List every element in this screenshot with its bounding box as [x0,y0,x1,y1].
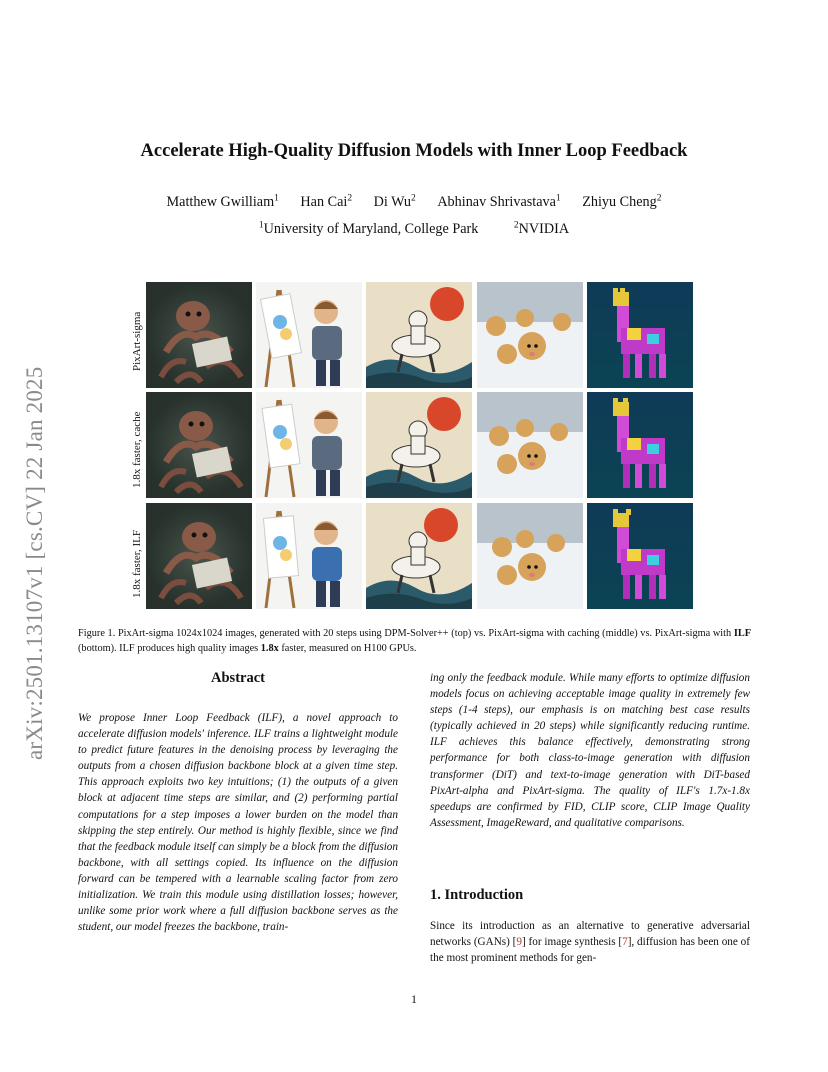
page-number: 1 [411,992,417,1006]
pixel-llama-image [587,392,693,498]
caption-text: faster, measured on H100 GPUs. [278,643,417,654]
astronaut-horse-image [366,282,472,388]
octopus-image [146,503,252,609]
author-name: Han Cai [300,193,348,210]
abstract-text-left: We propose Inner Loop Feedback (ILF), a novel approach to accelerate diffusion models' inference. ILF trains a lightweight module to predict future features in the denoising process by leveraging the outputs from a chosen diffusion backbone block at a given time step. This approach exploits two key intuitions; (1) the outputs of a given block at adjacent time steps are similar, and (2) performing partial computations for a step imposes a lower burden on the model than skipping the step entirely. Our method is highly flexible, since we find that the feedback module itself can simply be a block from the diffusion backbone, with all settings copied. Its influence on the diffusion forward can be tempered with a learnable scaling factor from zero initialization. We train this module using distillation losses; however, unlike some prior work where a full diffusion backbone serves as the student, our model freezes the backbone, train- [78,712,398,934]
caption-bold: 1.8x [260,643,279,654]
citation-link[interactable]: 7 [622,936,628,949]
affiliation-mark: 1 [258,220,264,230]
author [437,194,560,210]
affiliation [514,221,569,237]
intro-text: ], diffusion has been one of the most prominent methods for gen- [430,936,750,965]
author [374,194,416,210]
pixel-llama-image [587,503,693,609]
puppies-snow-image [477,392,583,498]
author-name: Abhinav Shrivastava [437,193,556,210]
affiliation-list [0,220,828,238]
child-painting-image [256,282,362,388]
caption-bold: ILF [733,628,751,639]
author [582,194,661,210]
affiliation-name: University of Maryland, College Park [263,220,479,237]
figure-caption [78,626,751,656]
author-name: Matthew Gwilliam [166,193,275,210]
abstract-text-right: ing only the feedback module. While many efforts to optimize diffusion models focus on achieving acceptable image quality in extremely few steps (1-4 steps), our emphasis is on matching best case results (typically achieved in 20 steps) while significantly reducing runtime. ILF achieves this balance effectively, demonstrating strong performance for both class-to-image generation with diffusion transformer (DiT) and text-to-image generation with DiT-based PixArt-alpha and PixArt-sigma. The quality of ILF's 1.7x-1.8x speedups are confirmed by FID, CLIP score, CLIP Image Quality Assessment, ImageReward, and qualitative comparisons. [430,672,750,829]
author-affil-mark: 1 [555,193,561,203]
puppies-snow-image [477,503,583,609]
section-heading-introduction: 1. Introduction [430,887,524,903]
author [300,194,352,210]
paper-title: Accelerate High-Quality Diffusion Models with Inner Loop Feedback [140,141,688,161]
pixel-llama-image [587,282,693,388]
astronaut-horse-image [366,503,472,609]
caption-text: (bottom). ILF produces high quality images [78,643,261,654]
author-list [0,193,828,211]
affiliation-name: NVIDIA [518,220,570,237]
author-name: Zhiyu Cheng [582,193,657,210]
puppies-snow-image [477,282,583,388]
child-painting-image [256,392,362,498]
intro-text: Since its introduction as an alternative to generative adversarial networks (GANs) [ [430,920,750,949]
octopus-image [146,282,252,388]
author-affil-mark: 2 [347,193,353,203]
author-affil-mark: 2 [411,193,416,203]
astronaut-horse-image [366,392,472,498]
author [167,194,279,210]
figure-row-label: PixArt-sigma [131,311,143,371]
introduction-text [430,918,750,966]
caption-text: Figure 1. PixArt-sigma 1024x1024 images, generated with 20 steps using DPM-Solver++ (top) vs. PixArt-sigma with caching (middle) vs. PixArt-sigma with [78,628,734,639]
octopus-image [146,392,252,498]
author-name: Di Wu [373,193,412,210]
affiliation [259,221,479,237]
figure-row-label: 1.8x faster, ILF [131,530,143,598]
intro-text: ] for image synthesis [ [522,936,623,949]
abstract-heading: Abstract [211,670,265,686]
author-affil-mark: 2 [656,193,662,203]
figure-row-label: 1.8x faster, cache [131,411,143,488]
affiliation-mark: 2 [513,220,519,230]
arxiv-stamp: arXiv:2501.13107v1 [cs.CV] 22 Jan 2025 [22,366,47,760]
citation-link[interactable]: 9 [516,936,522,949]
author-affil-mark: 1 [274,193,279,203]
child-painting-image [256,503,362,609]
